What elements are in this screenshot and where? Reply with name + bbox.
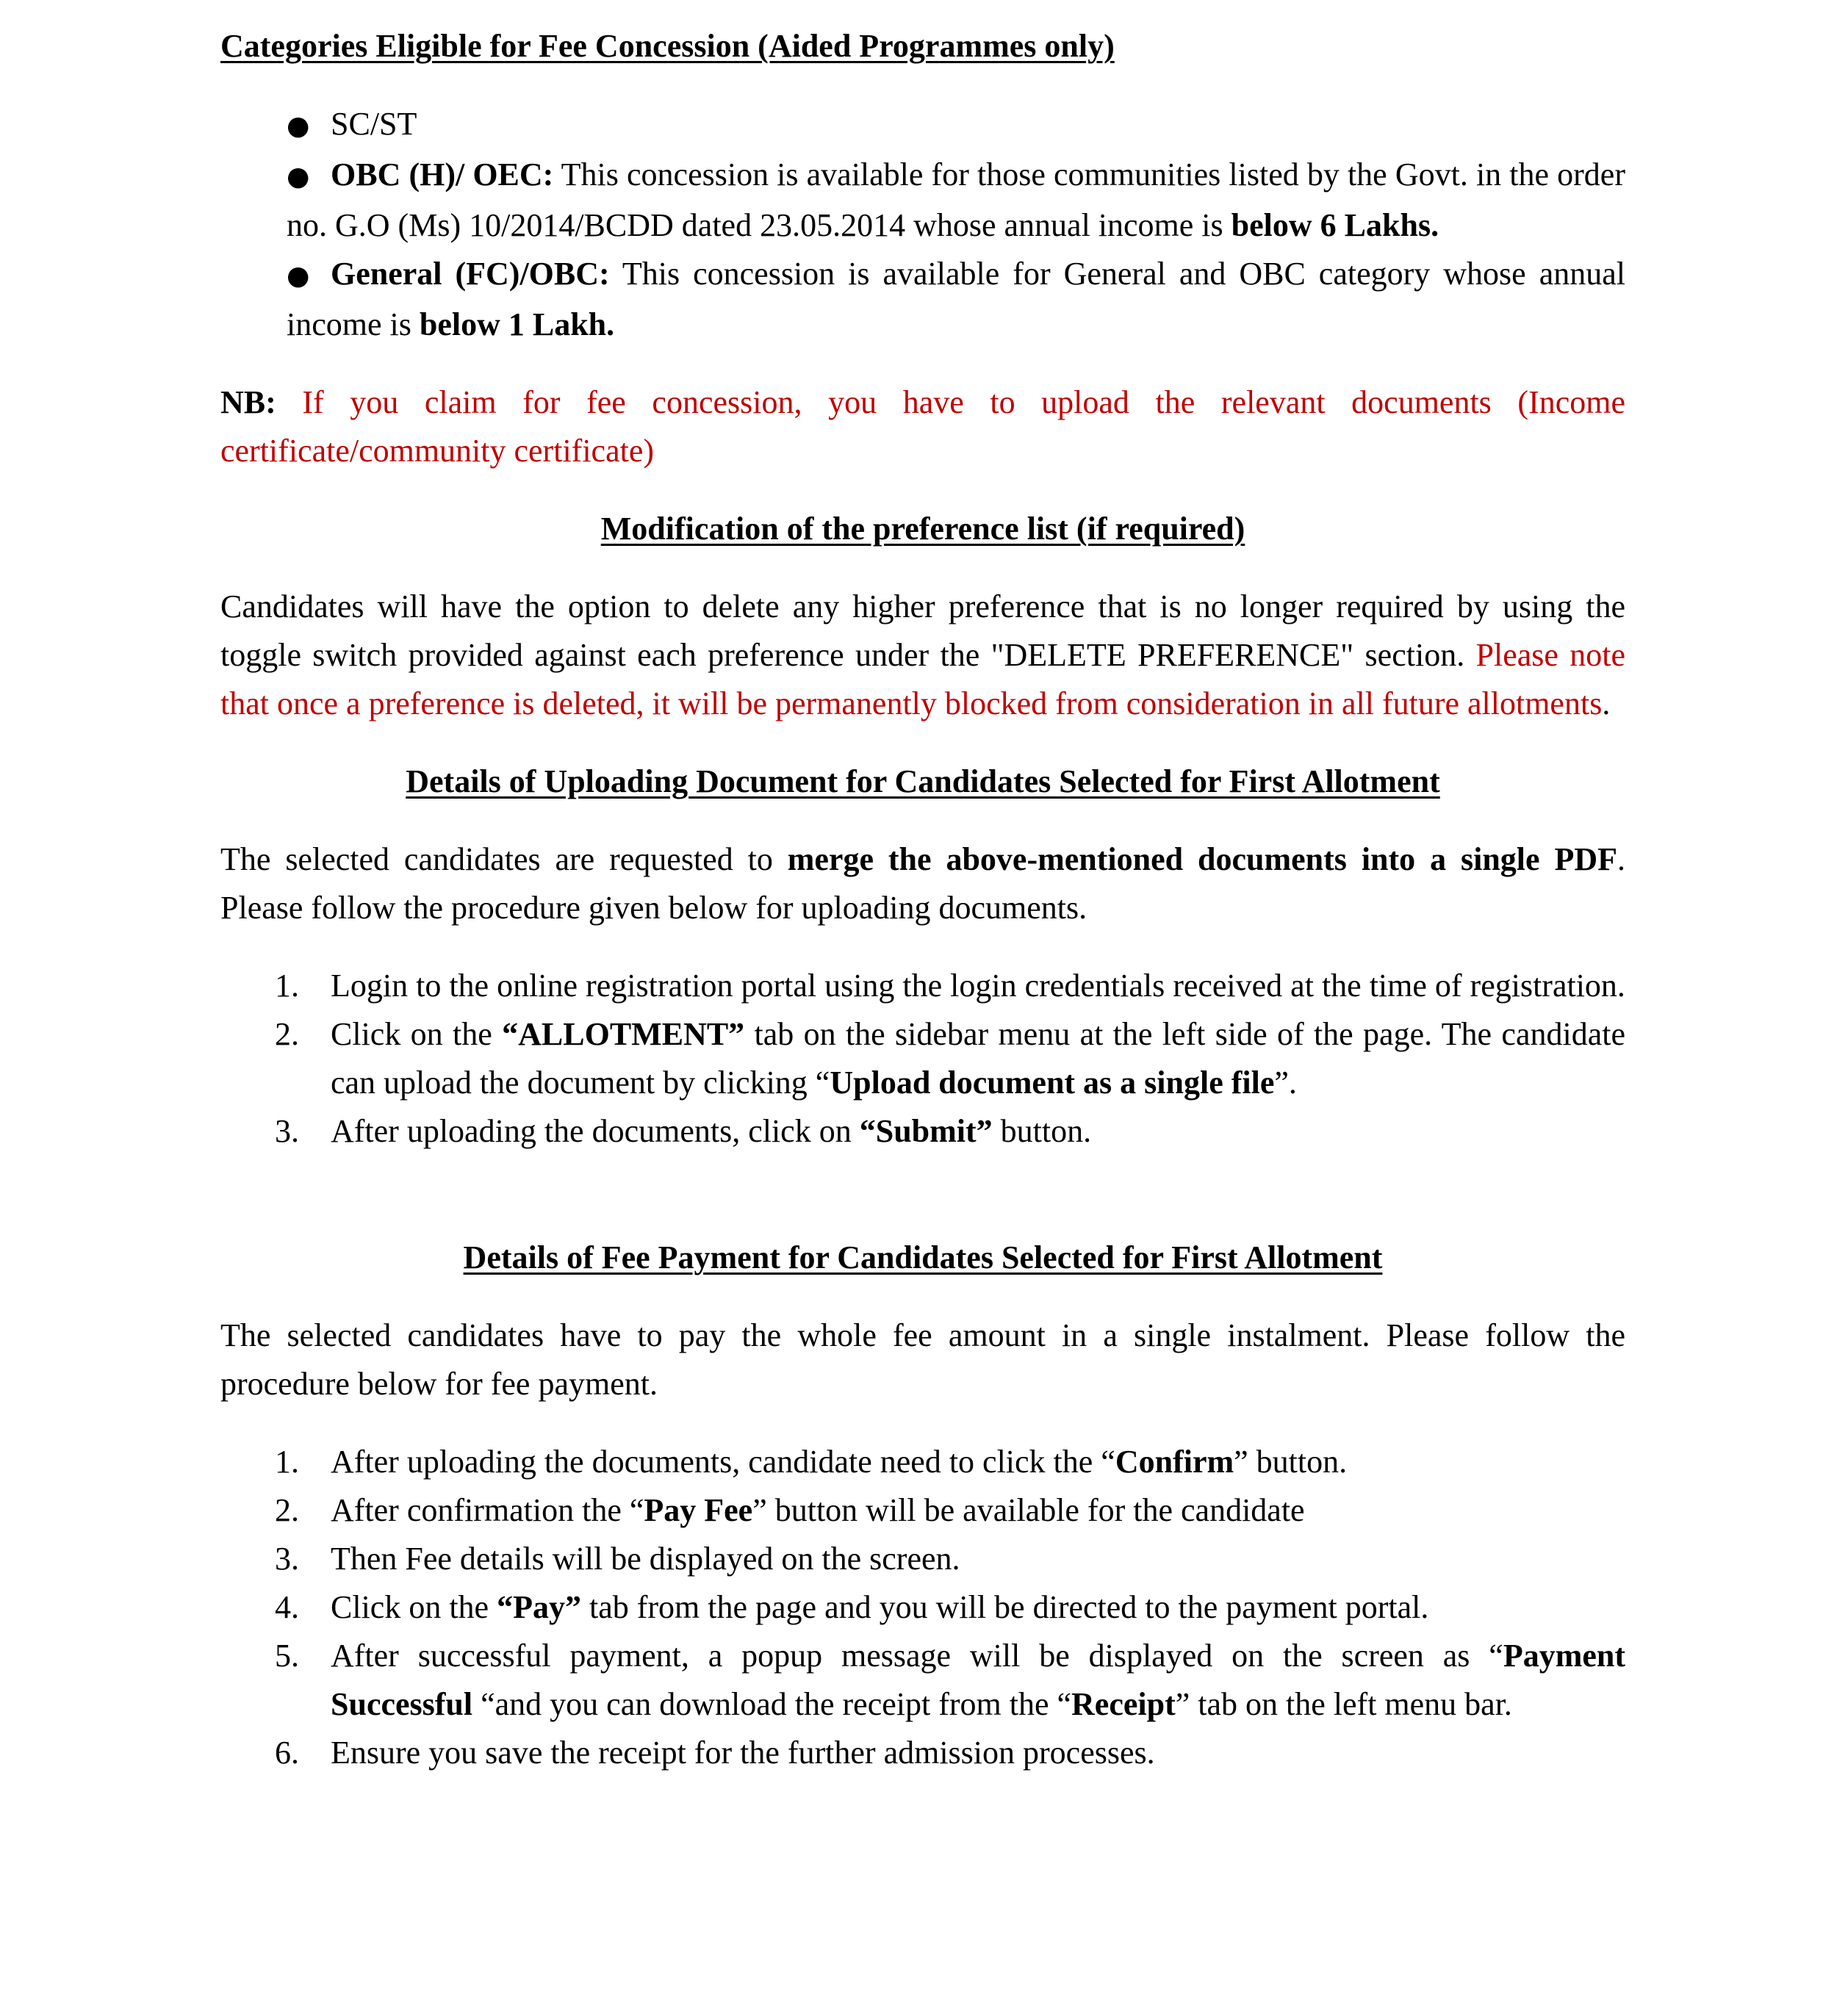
fee-step: 6. Ensure you save the receipt for the further admission processes. xyxy=(275,1735,1155,1771)
preference-heading: Modification of the preference list (if required) xyxy=(600,511,1245,547)
preference-paragraph: Candidates will have the option to delete any higher preference that is no longer required by using the toggle switch provided against each preference under the "DELETE PREFERENCE" section. Please note that once a preference is deleted, it will be permanently blocked from consideration in all future allotments. xyxy=(220,588,1625,721)
upload-step: 2. Click on the “ALLOTMENT” tab on the sidebar menu at the left side of the page. The candidate can upload the document by clicking “Upload document as a single file”. xyxy=(275,1016,1625,1101)
upload-heading: Details of Uploading Document for Candidates Selected for First Allotment xyxy=(406,763,1440,799)
upload-intro: The selected candidates are requested to merge the above-mentioned documents into a single PDF. Please follow the procedure given below for uploading documents. xyxy=(220,841,1625,926)
concession-item-obc-oec: ● OBC (H)/ OEC: This concession is available for those communities listed by the Govt. in the order no. G.O (Ms) 10/2014/BCDD dated 23.05.2014 whose annual income is below 6 Lakhs. xyxy=(287,151,1625,250)
document-page xyxy=(220,22,1625,1777)
bullet-icon: ● xyxy=(287,111,310,141)
upload-step: 1. Login to the online registration portal using the login credentials received at the time of registration. xyxy=(275,968,1625,1004)
upload-step: 3. After uploading the documents, click on “Submit” button. xyxy=(275,1113,1092,1149)
fee-step: 1. After uploading the documents, candidate need to click the “Confirm” button. xyxy=(275,1444,1348,1480)
upload-steps xyxy=(220,962,1625,1156)
nb-text: If you claim for fee concession, you have to upload the relevant documents (Income certificate/community certificate) xyxy=(220,384,1625,469)
fee-heading: Details of Fee Payment for Candidates Selected for First Allotment xyxy=(463,1239,1383,1275)
bullet-icon: ● xyxy=(287,162,310,192)
nb-note xyxy=(220,378,1625,475)
preference-warning: Please note that once a preference is deleted, it will be permanently blocked from consideration in all future allotments xyxy=(220,637,1625,721)
concession-heading: Categories Eligible for Fee Concession (Aided Programmes only) xyxy=(220,28,1115,64)
nb-label: NB: xyxy=(220,384,276,420)
fee-steps xyxy=(220,1438,1625,1777)
bullet-icon: ● xyxy=(287,261,310,291)
fee-step: 3. Then Fee details will be displayed on the screen. xyxy=(275,1541,960,1577)
concession-item-scst: ● SC/ST xyxy=(287,100,1625,151)
fee-step: 2. After confirmation the “Pay Fee” button will be available for the candidate xyxy=(275,1492,1305,1528)
fee-step: 4. Click on the “Pay” tab from the page and you will be directed to the payment portal. xyxy=(275,1589,1429,1625)
fee-intro: The selected candidates have to pay the whole fee amount in a single instalment. Please follow the procedure below for fee payment. xyxy=(220,1317,1625,1402)
concession-list xyxy=(220,100,1625,349)
fee-step: 5. After successful payment, a popup message will be displayed on the screen as “Payment Successful “and you can download the receipt from the “Receipt” tab on the left menu bar. xyxy=(275,1638,1625,1722)
concession-item-general-obc: ● General (FC)/OBC: This concession is available for General and OBC category whose annual income is below 1 Lakh. xyxy=(287,250,1625,349)
